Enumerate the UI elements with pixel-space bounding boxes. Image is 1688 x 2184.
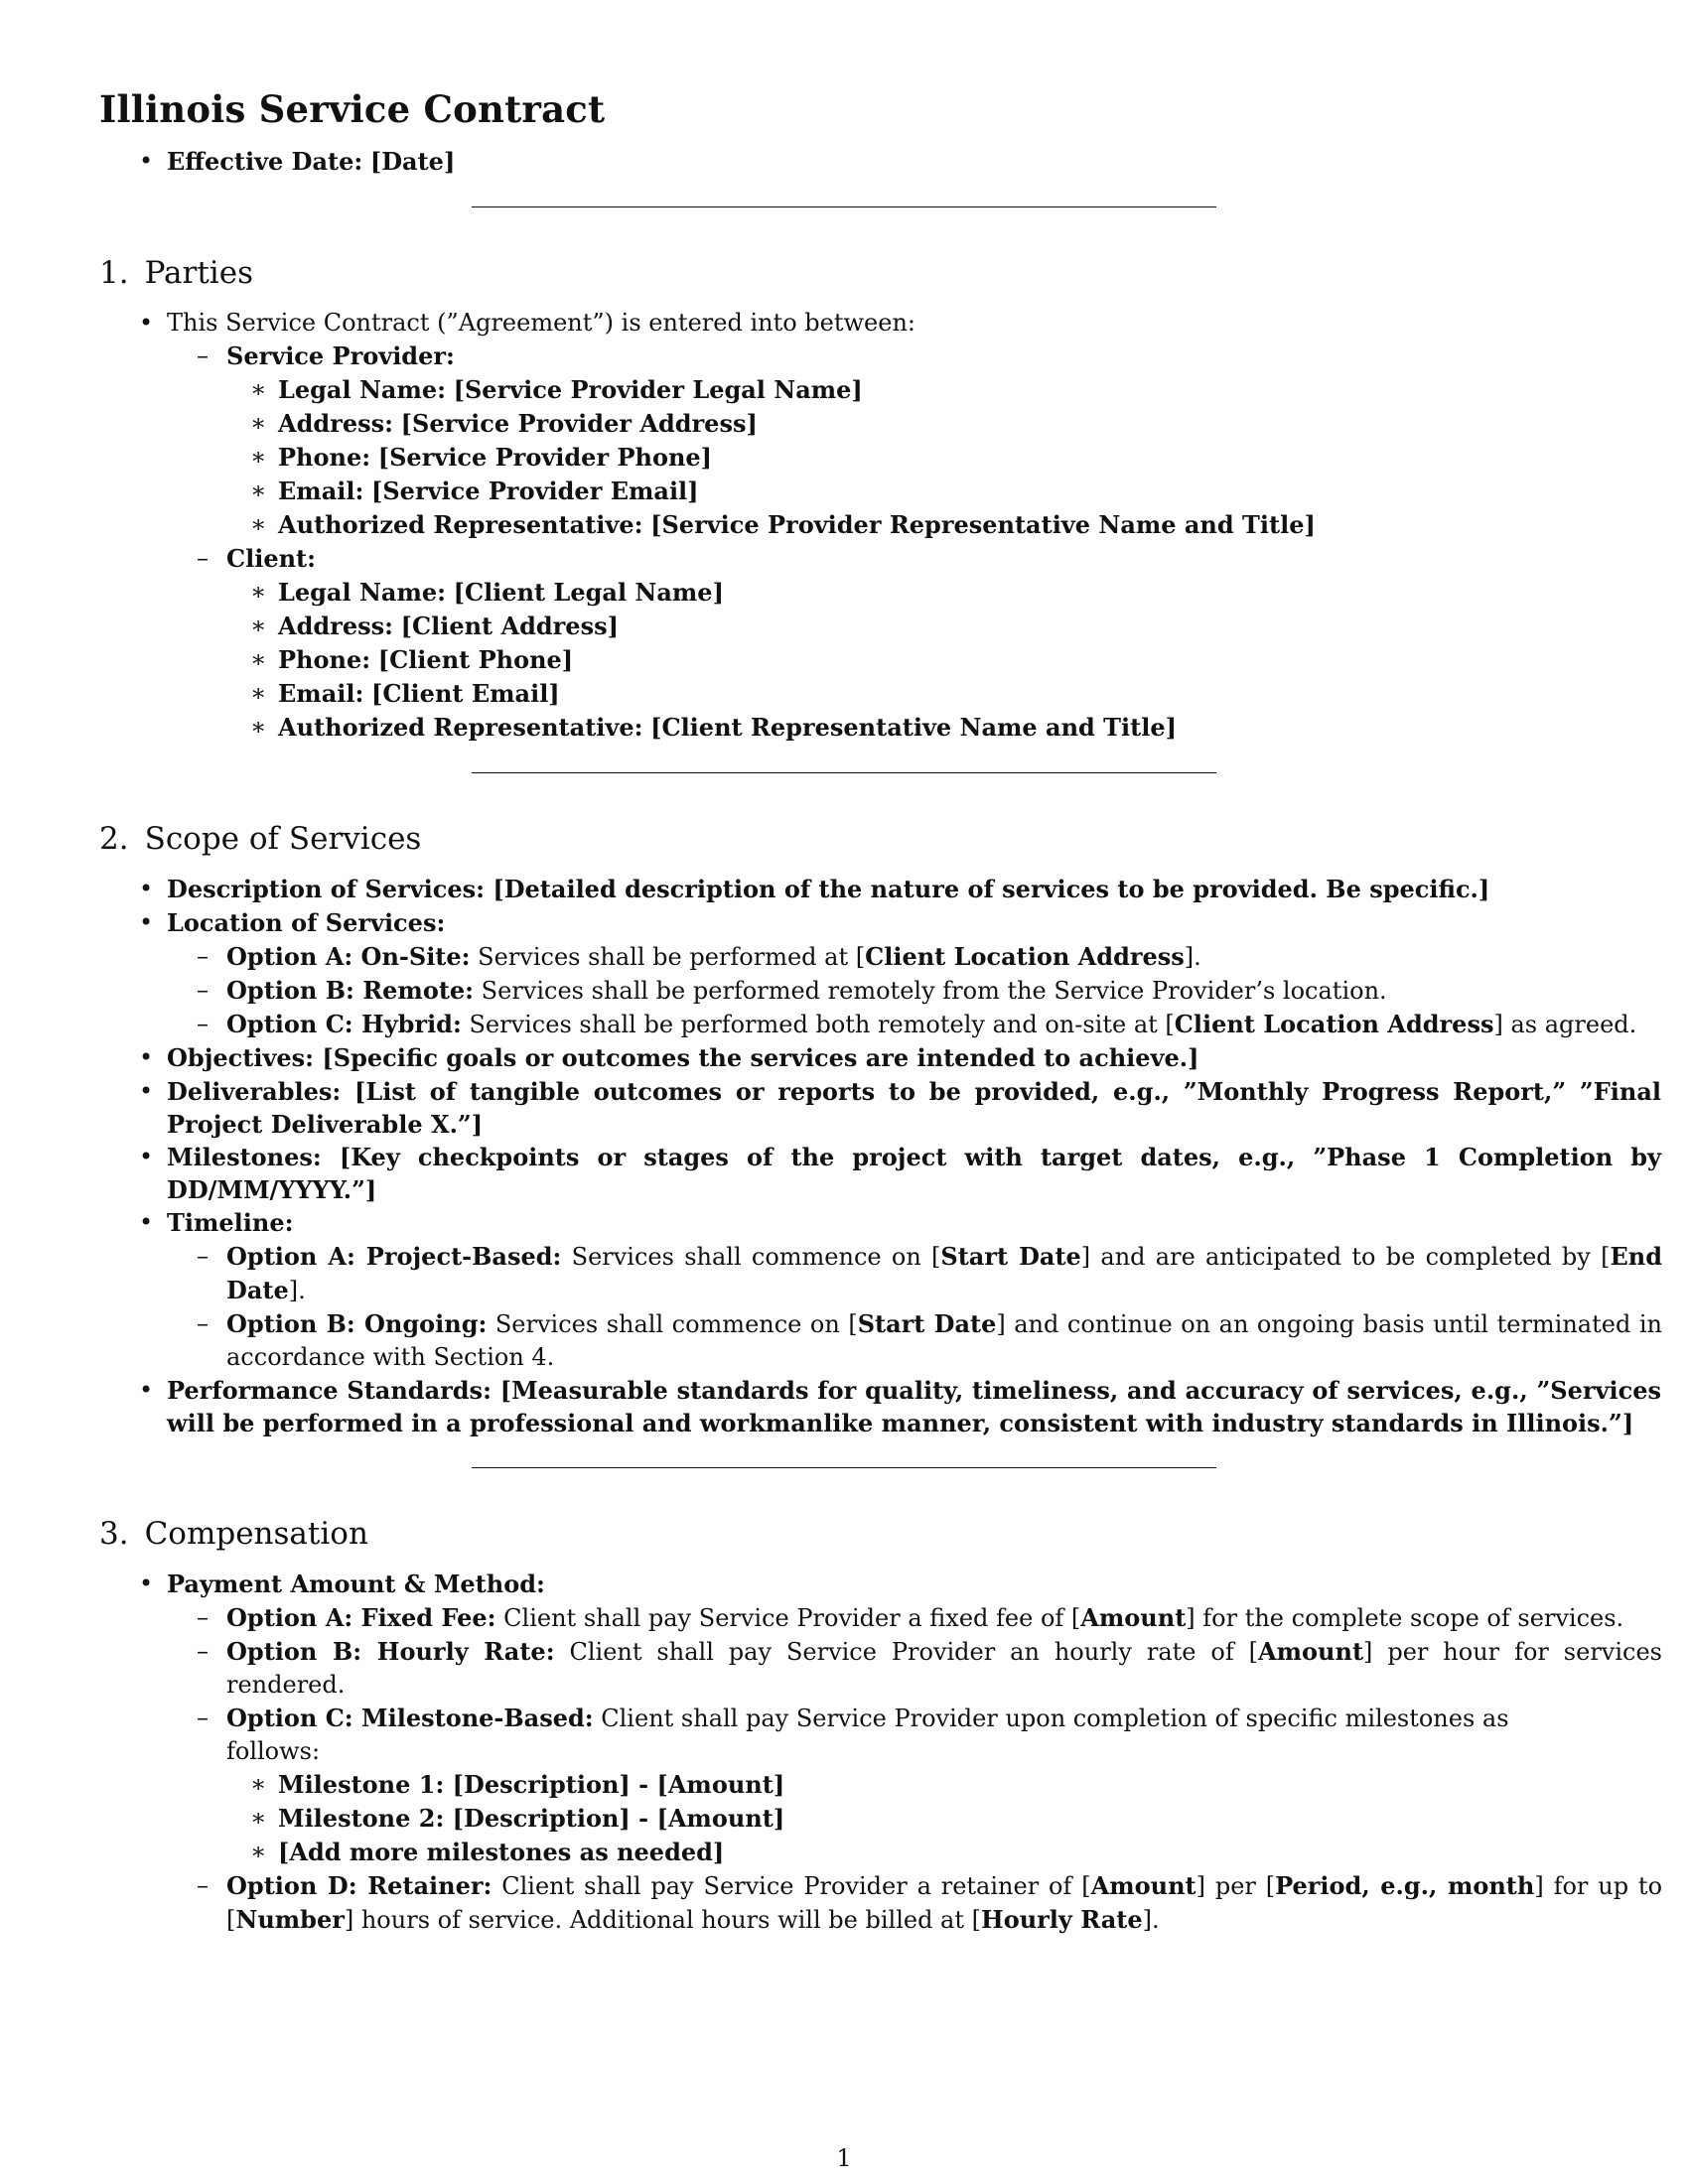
bullet-icon: •	[139, 1143, 154, 1170]
bullet-icon: •	[139, 1376, 154, 1404]
asterisk-icon: ∗	[250, 1804, 267, 1832]
effective-date-value: [Date]	[369, 147, 456, 176]
asterisk-icon: ∗	[250, 510, 267, 538]
document-page	[99, 87, 1663, 1937]
dash-icon: –	[197, 1871, 209, 1899]
bullet-icon: •	[139, 147, 154, 175]
bullet-icon: •	[139, 309, 154, 337]
section-heading: 1. Parties	[99, 255, 253, 291]
bullet-icon: •	[139, 875, 154, 902]
list-item: – Option B: Remote: Services shall be performed remotely from the Service Provider’s location.	[197, 976, 1387, 1005]
list-item: ∗ Authorized Representative: [Service Provider Representative Name and Title]	[250, 510, 1316, 539]
document-title: Illinois Service Contract	[99, 87, 606, 131]
asterisk-icon: ∗	[250, 645, 267, 673]
dash-icon: –	[197, 1309, 209, 1337]
bullet-icon: •	[139, 1077, 154, 1105]
provider-heading: – Service Provider:	[197, 341, 455, 370]
list-item: – Option B: Hourly Rate: Client shall pay Service Provider an hourly rate of [Amount] per hour for services rendered.	[197, 1637, 1662, 1699]
list-item: ∗ Address: [Service Provider Address]	[250, 409, 758, 438]
asterisk-icon: ∗	[250, 409, 267, 437]
list-item: ∗ Legal Name: [Client Legal Name]	[250, 578, 724, 607]
list-item: ∗ Email: [Client Email]	[250, 679, 560, 708]
list-item: – Option D: Retainer: Client shall pay Service Provider a retainer of [Amount] per [Period, e.g., month] for up to [Number] hours of service. Additional hours will be billed at [Hourly Rate].	[197, 1871, 1663, 1934]
asterisk-icon: ∗	[250, 713, 267, 741]
divider	[472, 772, 1216, 773]
section-scope	[99, 821, 1662, 1468]
divider	[472, 1467, 1216, 1468]
list-item: • This Service Contract (”Agreement”) is entered into between:	[99, 307, 1589, 340]
bullet-icon: •	[139, 1208, 154, 1236]
asterisk-icon: ∗	[250, 612, 267, 639]
list-item: ∗ Milestone 1: [Description] - [Amount]	[250, 1770, 785, 1799]
section-compensation	[99, 1516, 1663, 1937]
dash-icon: –	[197, 976, 209, 1004]
list-item: – Option A: Fixed Fee: Client shall pay Service Provider a fixed fee of [Amount] for the complete scope of services.	[197, 1603, 1624, 1632]
section-parties	[99, 255, 1589, 773]
dash-icon: –	[197, 1242, 209, 1270]
list-item: • Description of Services: [Detailed description of the nature of services to be provided. Be specific.]	[139, 875, 1490, 903]
asterisk-icon: ∗	[250, 1838, 267, 1865]
list-item: • Payment Amount & Method:	[139, 1570, 545, 1598]
list-item: • Location of Services:	[139, 908, 446, 937]
effective-date-label: Effective Date:	[167, 147, 363, 176]
list-item: – Option C: Milestone-Based: Client shall pay Service Provider upon completion of specific milestones as follows:	[197, 1704, 1509, 1765]
list-item: ∗ Phone: [Service Provider Phone]	[250, 443, 713, 472]
bullet-icon: •	[139, 1043, 154, 1071]
list-item: – Option C: Hybrid: Services shall be performed both remotely and on-site at [Client Location Address] as agreed.	[197, 1010, 1637, 1038]
asterisk-icon: ∗	[250, 375, 267, 403]
list-item: – Option B: Ongoing: Services shall commence on [Start Date] and continue on an ongoing basis until terminated in accordance with Section 4.	[197, 1309, 1662, 1371]
list-item: ∗ Phone: [Client Phone]	[250, 645, 574, 674]
list-item: • Objectives: [Specific goals or outcomes the services are intended to achieve.]	[139, 1043, 1199, 1072]
asterisk-icon: ∗	[250, 477, 267, 504]
effective-date-item	[99, 145, 1589, 179]
list-item: – Option A: On-Site: Services shall be performed at [Client Location Address].	[197, 942, 1201, 971]
dash-icon: –	[197, 341, 209, 369]
asterisk-icon: ∗	[250, 679, 267, 707]
list-item: ∗ Email: [Service Provider Email]	[250, 477, 699, 505]
client-heading: – Client:	[197, 544, 316, 573]
page-number: 1	[836, 2144, 852, 2172]
asterisk-icon: ∗	[250, 578, 267, 606]
list-item: ∗ Legal Name: [Service Provider Legal Name]	[250, 375, 863, 404]
list-item: ∗ Milestone 2: [Description] - [Amount]	[250, 1804, 785, 1833]
dash-icon: –	[197, 544, 209, 572]
list-item: – Option A: Project-Based: Services shall commence on [Start Date] and are anticipated to be completed by [End Date].	[197, 1242, 1662, 1304]
list-item: • Timeline:	[139, 1208, 294, 1237]
dash-icon: –	[197, 1704, 209, 1731]
list-item: • Performance Standards: [Measurable standards for quality, timeliness, and accuracy of services, e.g., ”Services will be performed in a professional and workmanlike manner, consistent with industry standards in Illinois.”]	[139, 1376, 1661, 1437]
list-item: ∗ Authorized Representative: [Client Representative Name and Title]	[250, 713, 1177, 742]
list-item: • Deliverables: [List of tangible outcomes or reports to be provided, e.g., ”Monthly Progress Report,” ”Final Project Deliverable X.”]	[139, 1077, 1661, 1139]
dash-icon: –	[197, 1637, 209, 1665]
asterisk-icon: ∗	[250, 1770, 267, 1798]
section-heading: 3. Compensation	[99, 1516, 368, 1552]
list-item: ∗ Address: [Client Address]	[250, 612, 619, 640]
list-item: ∗ [Add more milestones as needed]	[250, 1838, 725, 1866]
asterisk-icon: ∗	[250, 443, 267, 471]
divider	[472, 206, 1216, 207]
bullet-icon: •	[139, 1570, 154, 1597]
dash-icon: –	[197, 942, 209, 970]
dash-icon: –	[197, 1010, 209, 1037]
list-item: • Milestones: [Key checkpoints or stages of the project with target dates, e.g., ”Phase 1 Completion by DD/MM/YYYY.”]	[139, 1143, 1661, 1204]
effective-date-list	[99, 145, 1589, 179]
section-heading: 2. Scope of Services	[99, 821, 422, 857]
bullet-icon: •	[139, 908, 154, 936]
dash-icon: –	[197, 1603, 209, 1631]
